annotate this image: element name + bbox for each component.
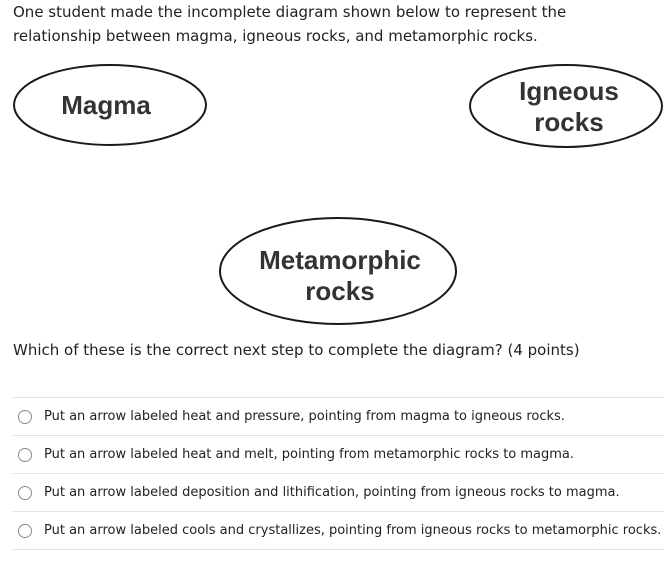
answer-option-label: Put an arrow labeled heat and melt, pointing from metamorphic rocks to magma. xyxy=(44,447,575,462)
igneous-label-line-1: Igneous xyxy=(519,76,619,106)
question-intro: One student made the incomplete diagram shown below to represent the relationship between magma, igneous rocks, and metamorphic rocks. xyxy=(13,3,567,45)
radio-button[interactable] xyxy=(18,448,32,462)
igneous-rocks-label xyxy=(484,76,654,138)
answer-option[interactable] xyxy=(13,474,664,512)
answer-options xyxy=(13,397,664,550)
metamorphic-label-line-1: Metamorphic xyxy=(259,245,421,275)
magma-label xyxy=(30,90,182,121)
answer-option-label: Put an arrow labeled cools and crystallizes, pointing from igneous rocks to metamorphic rocks. xyxy=(44,523,662,538)
answer-option[interactable] xyxy=(13,512,664,550)
answer-option-label: Put an arrow labeled deposition and lithification, pointing from igneous rocks to magma. xyxy=(44,485,620,500)
radio-button[interactable] xyxy=(18,486,32,500)
metamorphic-label-line-2: rocks xyxy=(305,276,375,306)
igneous-label-line-2: rocks xyxy=(534,107,604,137)
answer-option[interactable] xyxy=(13,398,664,436)
answer-option-label: Put an arrow labeled heat and pressure, pointing from magma to igneous rocks. xyxy=(44,409,565,424)
magma-label-line: Magma xyxy=(61,90,151,120)
answer-option[interactable] xyxy=(13,436,664,474)
radio-button[interactable] xyxy=(18,524,32,538)
radio-button[interactable] xyxy=(18,410,32,424)
rock-cycle-diagram xyxy=(0,56,668,332)
question-prompt: Which of these is the correct next step to complete the diagram? (4 points) xyxy=(13,341,580,359)
metamorphic-rocks-label xyxy=(240,245,440,307)
